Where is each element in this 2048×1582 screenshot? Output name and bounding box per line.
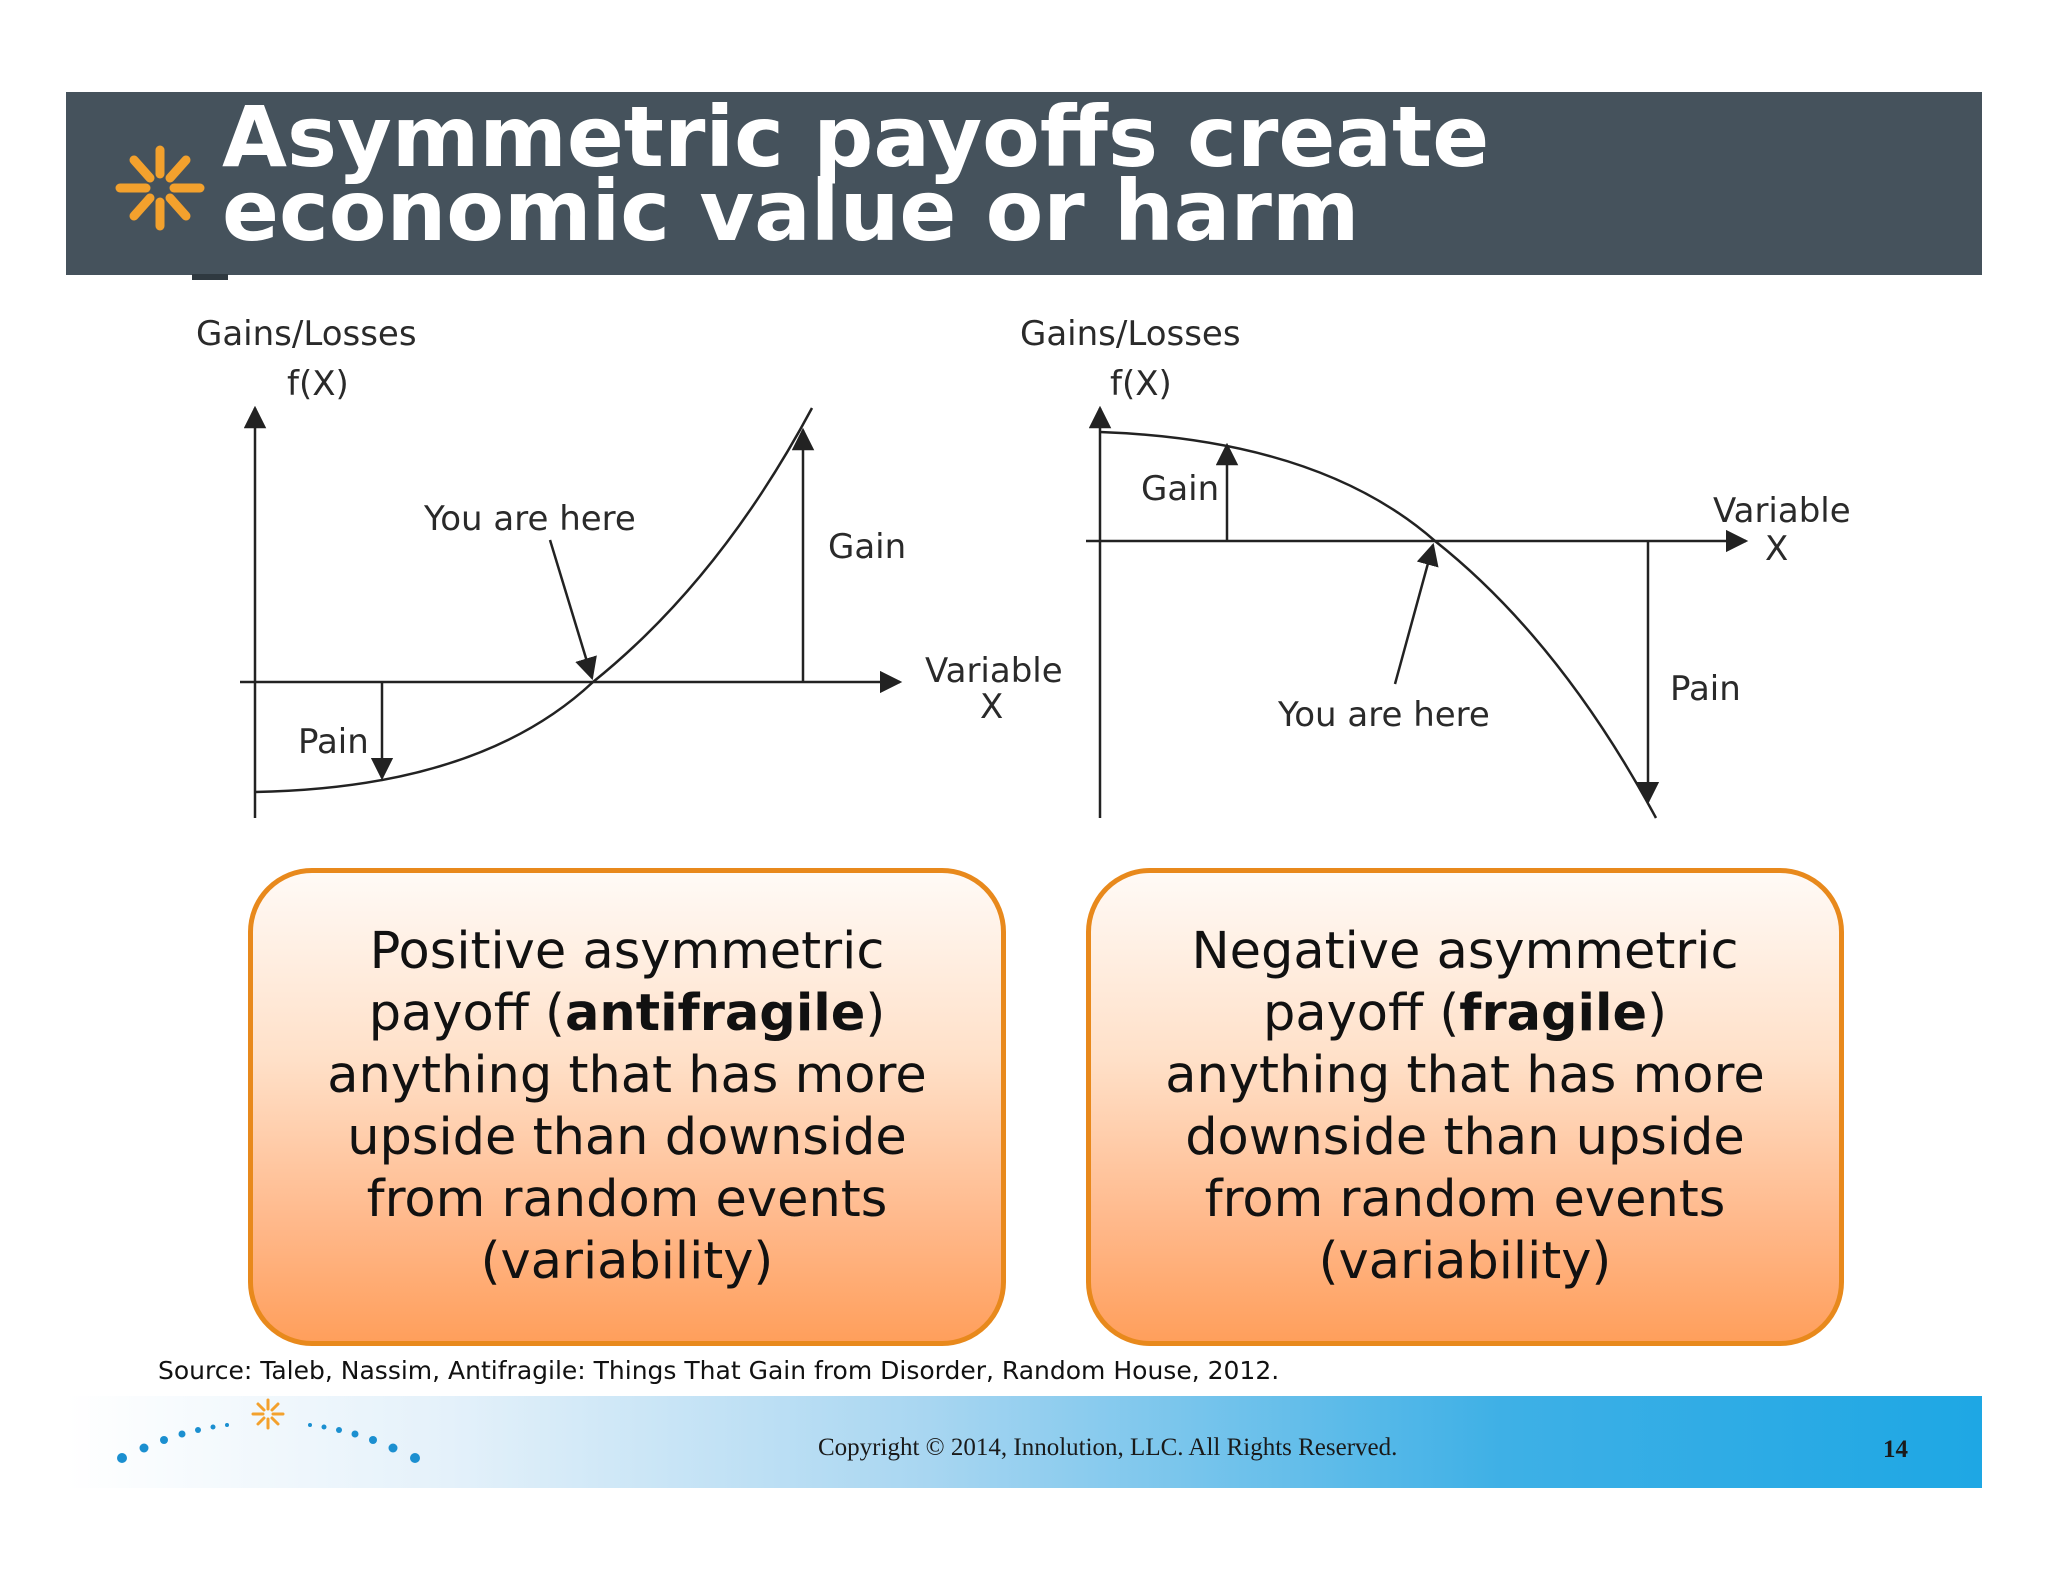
copyright-notice: Copyright © 2014, Innolution, LLC. All Rights Reserved. bbox=[818, 1434, 1398, 1461]
left-marker-label: You are here bbox=[424, 499, 636, 539]
left-y-axis-label-1: Gains/Losses bbox=[196, 314, 417, 354]
callout-right-emphasis: fragile bbox=[1459, 984, 1648, 1043]
right-y-axis-label-1: Gains/Losses bbox=[1020, 314, 1241, 354]
callout-right-line-6: (variability) bbox=[1318, 1232, 1612, 1291]
source-note: Source: Taleb, Nassim, Antifragile: Things That Gain from Disorder, Random House, 2012. bbox=[158, 1356, 1280, 1385]
callout-left-line-2 bbox=[369, 983, 886, 1045]
left-marker-arrow bbox=[550, 540, 592, 678]
callout-left-line-2-prefix: payoff ( bbox=[368, 984, 565, 1043]
right-gain-label: Gain bbox=[1141, 469, 1220, 509]
callout-right-line-2-prefix: payoff ( bbox=[1263, 984, 1460, 1043]
callout-right-line-2 bbox=[1263, 983, 1667, 1045]
callout-right-line-4: downside than upside bbox=[1185, 1108, 1745, 1167]
left-x-axis-label-1: Variable bbox=[925, 651, 1063, 691]
callout-negative-asymmetric bbox=[1086, 868, 1844, 1346]
callout-right-line-5: from random events bbox=[1204, 1170, 1726, 1229]
callout-left-line-1: Positive asymmetric bbox=[369, 922, 885, 981]
left-gain-label: Gain bbox=[828, 527, 907, 567]
right-marker-arrow bbox=[1395, 545, 1433, 684]
right-marker-label: You are here bbox=[1278, 695, 1490, 735]
right-y-axis-label-2: f(X) bbox=[1110, 364, 1172, 404]
left-y-axis-label-2: f(X) bbox=[287, 364, 349, 404]
title-line-1: Asymmetric payoffs create bbox=[222, 88, 1490, 186]
left-x-axis-label-2: X bbox=[980, 687, 1004, 727]
callout-left-emphasis: antifragile bbox=[564, 984, 866, 1043]
callout-right-line-3: anything that has more bbox=[1165, 1046, 1765, 1105]
callout-left-line-6: (variability) bbox=[480, 1232, 774, 1291]
right-diagram bbox=[1020, 314, 1851, 818]
title-line-2: economic value or harm bbox=[222, 162, 1360, 260]
callout-left-line-5: from random events bbox=[366, 1170, 888, 1229]
left-diagram bbox=[196, 314, 1063, 818]
callout-left-line-3: anything that has more bbox=[327, 1046, 927, 1105]
right-x-axis-label-2: X bbox=[1765, 529, 1789, 569]
callout-left-line-4: upside than downside bbox=[347, 1108, 907, 1167]
callout-left-line-2-suffix: ) bbox=[865, 984, 886, 1043]
footer-logo-dots-icon bbox=[110, 1390, 440, 1490]
left-pain-label: Pain bbox=[298, 722, 369, 762]
callout-positive-asymmetric bbox=[248, 868, 1006, 1346]
callout-right-line-2-suffix: ) bbox=[1647, 984, 1667, 1043]
right-x-axis-label-1: Variable bbox=[1713, 491, 1851, 531]
right-pain-label: Pain bbox=[1670, 669, 1741, 709]
callout-right-line-1: Negative asymmetric bbox=[1191, 922, 1739, 981]
page-number: 14 bbox=[1883, 1436, 1908, 1463]
